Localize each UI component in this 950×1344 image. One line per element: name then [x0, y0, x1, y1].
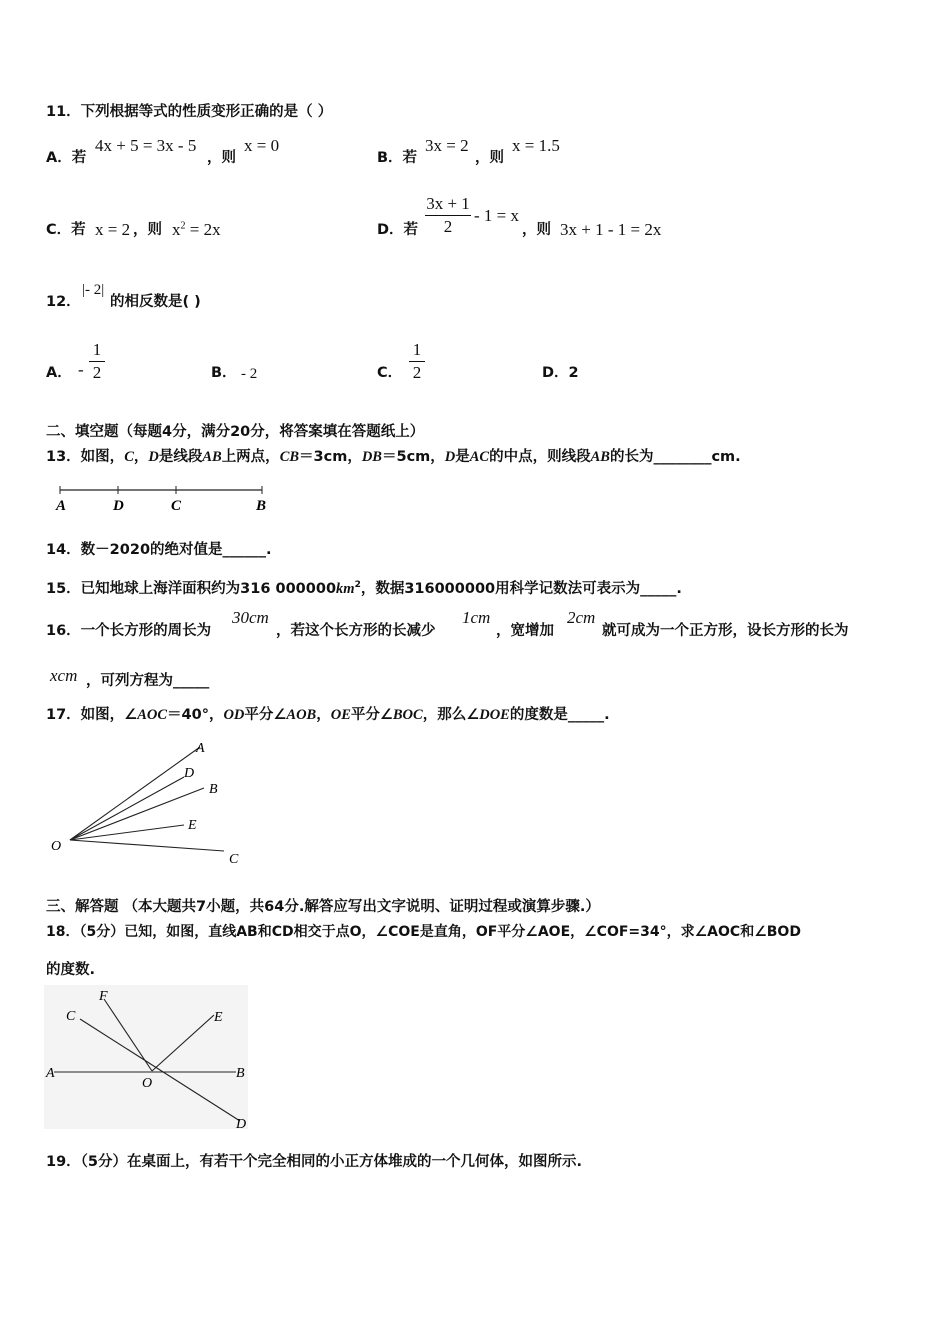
- q16-value-length: xcm: [50, 666, 78, 685]
- q14-text: 14．数－2020的绝对值是______.: [46, 542, 272, 558]
- q13-point-a: A: [56, 498, 67, 514]
- q16-text-c: ，宽增加: [496, 623, 554, 639]
- q17-label-d: D: [184, 766, 195, 781]
- q11-option-c-res: $x^2 = 2x$: [172, 220, 221, 239]
- q11-option-d-fraction: 3x + 1 2: [426, 194, 470, 236]
- q12-option-a-sign: -: [78, 360, 84, 379]
- q18-label-e: E: [214, 1010, 223, 1025]
- q12-option-c-label: C．: [377, 365, 403, 381]
- q17-label-o: O: [51, 839, 62, 854]
- q13-point-c: C: [171, 498, 182, 514]
- q18-line-2: 的度数.: [46, 962, 96, 978]
- q17-ray-od: [70, 777, 184, 840]
- q18-label-f: F: [99, 989, 108, 1004]
- q11-stem: 11．下列根据等式的性质变形正确的是（ ）: [46, 104, 333, 120]
- q11-option-c-label: C．若: [46, 222, 86, 238]
- q16-text-b: ，若这个长方形的长减少: [276, 623, 436, 639]
- q17-text: 17．如图，∠AOC＝40°，OD平分∠AOB，OE平分∠BOC，那么∠DOE的度数是_____.: [46, 707, 610, 723]
- q11-option-a-then: ，则: [207, 150, 236, 166]
- q17-ray-oc: [70, 840, 224, 851]
- q11-option-d-cond-tail: - 1 = x: [474, 206, 519, 225]
- q18-label-a: A: [46, 1066, 55, 1081]
- q11-option-c-cond: x = 2: [95, 220, 131, 239]
- q16-value-perimeter: 30cm: [232, 608, 269, 627]
- q16-value-increase: 2cm: [567, 608, 596, 627]
- q11-option-b-res: x = 1.5: [512, 136, 560, 155]
- q16-text-d: 就可成为一个正方形，设长方形的长为: [602, 623, 849, 639]
- q13-text: 13．如图，C，D是线段AB上两点，CB＝3cm，DB＝5cm，D是AC的中点，则线段AB的长为________cm.: [46, 449, 741, 465]
- q13-point-d: D: [113, 498, 124, 514]
- q12-option-d-label: D．2: [542, 365, 579, 381]
- q11-option-d-label: D．若: [377, 222, 419, 238]
- q17-label-a: A: [196, 741, 205, 756]
- q11-option-b-label: B．若: [377, 150, 418, 166]
- q17-label-b: B: [209, 782, 218, 797]
- q11-option-a-label: A．若: [46, 150, 87, 166]
- q17-ray-ob: [70, 788, 204, 840]
- q18-label-o: O: [142, 1076, 153, 1091]
- q12-option-b-value: - 2: [241, 366, 258, 382]
- q16-text-e: ，可列方程为_____: [86, 673, 210, 689]
- q12-stem: 的相反数是( ): [110, 294, 201, 310]
- q12-option-a-fraction: 1 2: [89, 340, 105, 383]
- q11-option-a-cond: 4x + 5 = 3x - 5: [95, 136, 197, 155]
- q13-point-b: B: [256, 498, 267, 514]
- q11-option-a-res: x = 0: [244, 136, 280, 155]
- section-2-heading: 二、填空题（每题4分，满分20分，将答案填在答题纸上）: [46, 424, 425, 440]
- q12-number: 12．: [46, 294, 81, 310]
- q12-option-c-fraction: 1 2: [409, 340, 425, 383]
- section-3-heading: 三、解答题 （本大题共7小题，共64分.解答应写出文字说明、证明过程或演算步骤.）: [46, 899, 600, 915]
- q18-line-1: 18．（5分）已知，如图，直线AB和CD相交于点O，∠COE是直角，OF平分∠AOE，∠COF=34°，求∠AOC和∠BOD: [46, 924, 801, 940]
- q17-ray-oa: [70, 747, 200, 840]
- q11-option-d-then: ，则: [522, 222, 551, 238]
- q15-text: 15．已知地球上海洋面积约为316 $000000km^2$，数据316000000用科学记数法可表示为_____.: [46, 580, 682, 597]
- q11-option-d-res: 3x + 1 - 1 = 2x: [560, 220, 662, 239]
- q12-option-a-label: A．: [46, 365, 72, 381]
- q11-option-b-then: ，则: [475, 150, 504, 166]
- q12-expression: |- 2|: [82, 282, 105, 298]
- q11-option-b-cond: 3x = 2: [425, 136, 469, 155]
- q18-label-d: D: [236, 1117, 247, 1132]
- q11-option-c-then: ，则: [133, 222, 162, 238]
- q18-label-b: B: [236, 1066, 245, 1081]
- q18-label-c: C: [66, 1009, 76, 1024]
- q16-text-a: 16．一个长方形的周长为: [46, 623, 212, 639]
- q17-angle-figure: [44, 735, 254, 870]
- q17-label-e: E: [188, 818, 197, 833]
- q16-value-decrease: 1cm: [462, 608, 491, 627]
- q18-figure-background: [44, 985, 248, 1129]
- q17-label-c: C: [229, 852, 239, 867]
- q19-text: 19．（5分）在桌面上，有若干个完全相同的小正方体堆成的一个几何体，如图所示.: [46, 1154, 583, 1170]
- q12-option-b-label: B．: [211, 365, 237, 381]
- q18-lines-figure: [44, 985, 254, 1133]
- q13-segment-figure: [50, 480, 280, 516]
